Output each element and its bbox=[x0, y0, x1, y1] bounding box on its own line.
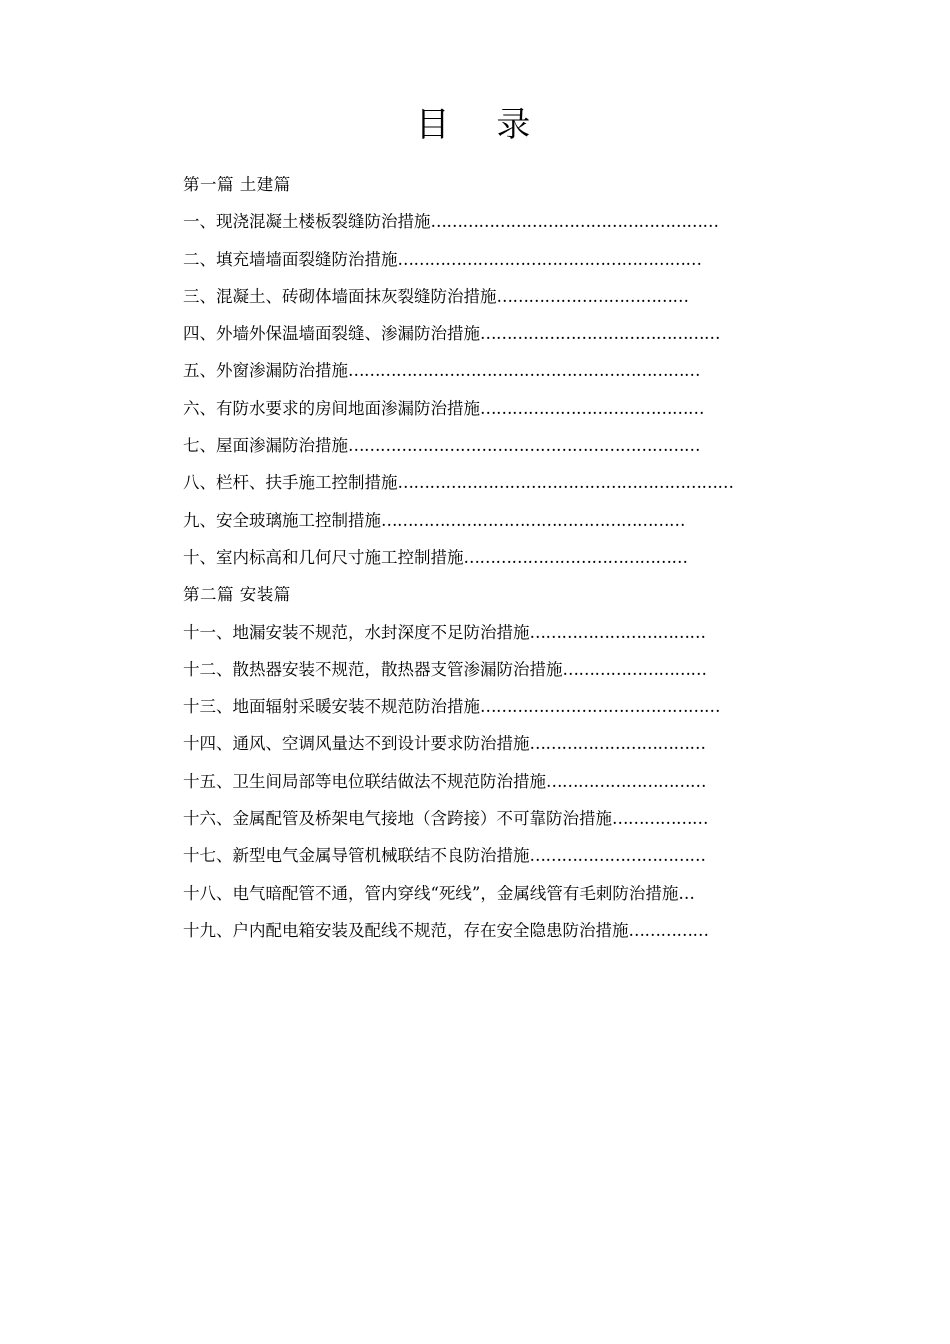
toc-leader-dots: ……………………………………………… bbox=[430, 212, 719, 232]
toc-leader-dots: ………………………………………………… bbox=[381, 510, 685, 530]
toc-entry-text: 三、混凝土、砖砌体墙面抹灰裂缝防治措施 bbox=[183, 286, 497, 306]
toc-entry-text: 十九、户内配电箱安装及配线不规范，存在安全隐患防治措施 bbox=[183, 920, 629, 940]
toc-entry-text: 一、现浇混凝土楼板裂缝防治措施 bbox=[183, 212, 431, 232]
toc-entry-text: 十二、散热器安装不规范，散热器支管渗漏防治措施 bbox=[183, 659, 563, 679]
toc-leader-dots: ………………………………………………………… bbox=[348, 436, 700, 456]
toc-entry bbox=[183, 614, 803, 651]
toc-entry bbox=[183, 800, 803, 837]
toc-entry-text: 十七、新型电气金属导管机械联结不良防治措施 bbox=[183, 846, 530, 866]
toc-entry-text: 十一、地漏安装不规范，水封深度不足防治措施 bbox=[183, 622, 530, 642]
toc-entry bbox=[183, 688, 803, 725]
toc-entry-text: 十八、电气暗配管不通，管内穿线“死线”，金属线管有毛刺防治措施 bbox=[183, 883, 679, 903]
toc-entry-text: 七、屋面渗漏防治措施 bbox=[183, 436, 348, 456]
toc-leader-dots: …………………………… bbox=[529, 846, 706, 866]
toc-entry-text: 四、外墙外保温墙面裂缝、渗漏防治措施 bbox=[183, 324, 480, 344]
toc-leader-dots: ………………………… bbox=[546, 771, 706, 791]
toc-leader-dots: ……………………………… bbox=[496, 286, 689, 306]
toc-leader-dots: ……………………… bbox=[562, 659, 707, 679]
toc-entry-text: 十四、通风、空调风量达不到设计要求防治措施 bbox=[183, 734, 530, 754]
toc-leader-dots: …………………………………… bbox=[463, 547, 688, 567]
toc-entry bbox=[183, 725, 803, 762]
toc-entry-text: 二、填充墙墙面裂缝防治措施 bbox=[183, 249, 398, 269]
toc-leader-dots: ……………………………………… bbox=[480, 697, 720, 717]
toc-entry-text: 五、外窗渗漏防治措施 bbox=[183, 361, 348, 381]
toc-entry bbox=[183, 464, 803, 501]
toc-entry-text: 第一篇 土建篇 bbox=[183, 175, 291, 194]
toc-entry-text: 九、安全玻璃施工控制措施 bbox=[183, 510, 381, 530]
toc-section-heading bbox=[183, 576, 803, 613]
toc-leader-dots: ……………………………………………………… bbox=[397, 473, 734, 493]
toc-entry bbox=[183, 651, 803, 688]
toc-entry bbox=[183, 390, 803, 427]
toc-entry-text: 第二篇 安装篇 bbox=[183, 585, 291, 605]
toc-leader-dots: ………………………………………………… bbox=[397, 249, 702, 269]
toc-entry bbox=[183, 875, 803, 912]
table-of-contents bbox=[183, 166, 803, 949]
toc-entry bbox=[183, 502, 803, 539]
toc-leader-dots: ……………………………………… bbox=[480, 324, 720, 344]
toc-entry-text: 十三、地面辐射采暖安装不规范防治措施 bbox=[183, 697, 480, 717]
toc-leader-dots: … bbox=[678, 883, 695, 903]
toc-entry-text: 八、栏杆、扶手施工控制措施 bbox=[183, 473, 398, 493]
toc-leader-dots: …………………………… bbox=[529, 622, 706, 642]
toc-leader-dots: …………………………… bbox=[529, 734, 706, 754]
toc-leader-dots: ………………………………………………………… bbox=[348, 361, 700, 381]
toc-entry-text: 十、室内标高和几何尺寸施工控制措施 bbox=[183, 547, 464, 567]
toc-entry-text: 十六、金属配管及桥架电气接地（含跨接）不可靠防治措施 bbox=[183, 809, 612, 829]
toc-entry bbox=[183, 278, 803, 315]
toc-entry bbox=[183, 912, 803, 949]
toc-entry bbox=[183, 763, 803, 800]
toc-leader-dots: ……………… bbox=[612, 809, 708, 829]
toc-entry bbox=[183, 352, 803, 389]
toc-entry bbox=[183, 203, 803, 240]
toc-entry bbox=[183, 241, 803, 278]
toc-entry bbox=[183, 539, 803, 576]
page-title: 目 录 bbox=[415, 105, 549, 145]
toc-entry bbox=[183, 315, 803, 352]
toc-entry bbox=[183, 427, 803, 464]
toc-section-heading bbox=[183, 166, 803, 203]
toc-leader-dots: …………… bbox=[628, 920, 709, 940]
toc-entry-text: 六、有防水要求的房间地面渗漏防治措施 bbox=[183, 398, 480, 418]
toc-entry bbox=[183, 837, 803, 874]
toc-leader-dots: …………………………………… bbox=[480, 398, 704, 418]
toc-entry-text: 十五、卫生间局部等电位联结做法不规范防治措施 bbox=[183, 771, 546, 791]
